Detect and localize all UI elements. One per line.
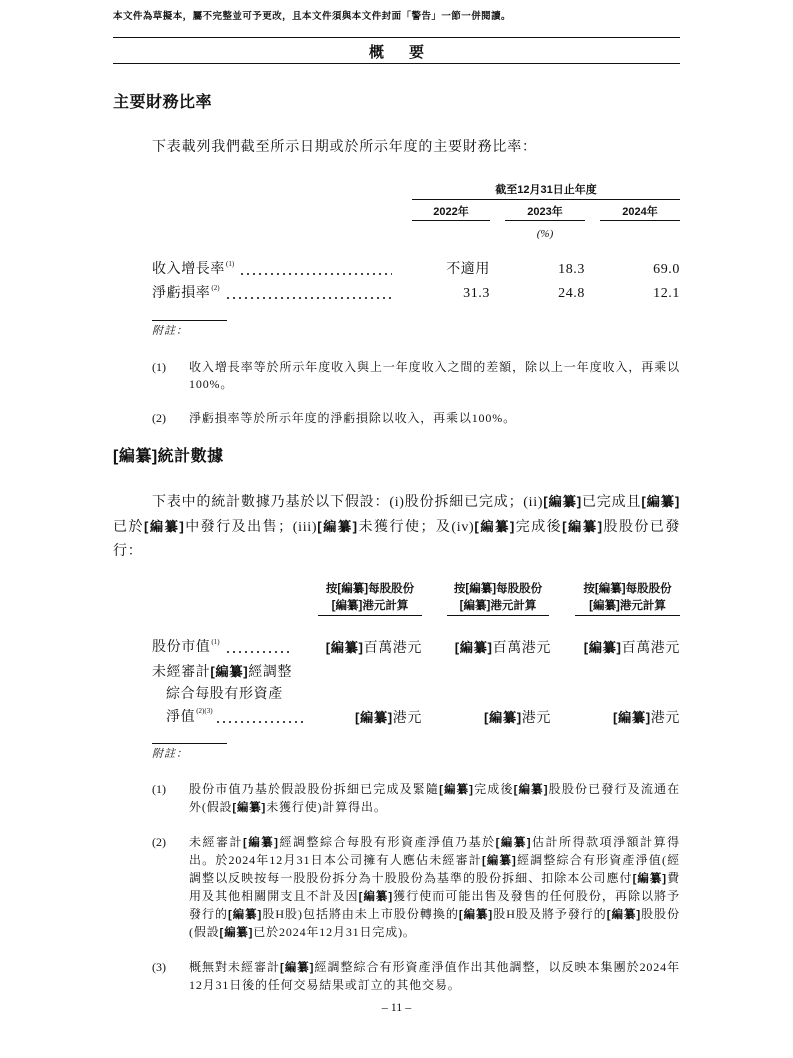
- notes-divider: [152, 743, 227, 744]
- footnote-text: 股份市值乃基於假設股份拆細已完成及緊隨[編纂]完成後[編纂]股股份已發行及流通在外(假設[編纂]未獲行使)計算得出。: [189, 781, 680, 814]
- redaction-marker: [編纂]: [243, 836, 279, 849]
- table-row-market-cap: [152, 638, 680, 658]
- footnote-text: 收入增長率等於所示年度收入與上一年度收入之間的差額，除以上一年度收入，再乘以100%。: [189, 359, 680, 391]
- table-cell: [編纂]百萬港元: [454, 640, 551, 656]
- redaction-marker: [編纂]: [583, 640, 622, 655]
- offering-statistics-intro: 下表中的統計數據乃基於以下假設：(i)股份拆細已完成；(ii)[編纂]已完成且[編纂]已於[編纂]中發行及出售；(iii)[編纂]未獲行使；及(iv)[編纂]完成後[編纂]股股份已發行：: [113, 494, 681, 559]
- redaction-marker: [編纂]: [641, 494, 680, 509]
- redaction-marker: [編纂]: [439, 783, 474, 796]
- note-reference: (1): [226, 260, 235, 268]
- note-reference: (2): [211, 284, 220, 292]
- row-label-text: 收入增長率: [152, 262, 225, 277]
- redaction-marker: [編纂]: [454, 640, 493, 655]
- section-heading-financial-ratios: 主要財務比率: [113, 94, 213, 111]
- row-label-line: 未經審計[編纂]經調整: [152, 663, 293, 680]
- redaction-marker: [編纂]: [513, 783, 549, 796]
- table-cell: 18.3: [558, 262, 585, 277]
- redaction-marker: [編纂]: [317, 519, 358, 534]
- column-header-line: 按[編纂]每股股份: [325, 583, 415, 595]
- redaction-marker: [編纂]: [143, 519, 185, 534]
- title-rule: [113, 63, 680, 64]
- footnote-text: 淨虧損率等於所示年度的淨虧損除以收入，再乘以100%。: [189, 410, 516, 425]
- redaction-marker: [編纂]: [481, 854, 517, 867]
- footnote-number: (2): [152, 410, 166, 425]
- table-cell: [編纂]百萬港元: [325, 640, 422, 656]
- redaction-marker: [編纂]: [606, 908, 641, 921]
- table-cell: [編纂]港元: [612, 709, 680, 726]
- table-cell: 31.3: [463, 286, 490, 301]
- redaction-marker: [編纂]: [632, 872, 667, 885]
- redaction-marker: [編纂]: [495, 836, 532, 849]
- draft-notice: 本文件為草擬本，屬不完整並可予更改，且本文件須與本文件封面「警告」一節一併閱讀。: [113, 11, 512, 22]
- redaction-marker: [編纂]: [358, 890, 393, 903]
- column-header-line: 按[編纂]每股股份: [453, 583, 543, 595]
- footnote-number: (3): [152, 959, 166, 974]
- notes-label: 附註：: [152, 325, 188, 337]
- redaction-marker: [編纂]: [354, 709, 393, 725]
- redaction-marker: [編纂]: [210, 663, 249, 679]
- redaction-marker: [編纂]: [232, 801, 267, 814]
- redaction-marker: [編纂]: [280, 961, 315, 974]
- notes-divider: [152, 320, 227, 321]
- table-row-net-loss-rate: [152, 284, 680, 304]
- redaction-marker: [編纂]: [474, 519, 515, 534]
- row-label-text: 淨虧損率: [152, 286, 211, 301]
- price-column-header: [447, 581, 549, 616]
- table-row-revenue-growth: [152, 260, 680, 280]
- table-cell: [編纂]港元: [354, 709, 422, 726]
- price-column-header: [318, 581, 422, 616]
- year-column-header: 2022年: [412, 205, 490, 221]
- page-number: – 11 –: [381, 1000, 412, 1014]
- row-label: [152, 260, 392, 280]
- dot-leader: [225, 638, 290, 658]
- redaction-marker: [編纂]: [612, 709, 651, 725]
- footnote: [152, 359, 680, 393]
- column-header-line: 按[編纂]每股股份: [583, 583, 672, 595]
- offering-statistics-notes: [152, 781, 680, 1011]
- financial-ratios-notes: [152, 359, 680, 444]
- column-header-line: [編纂]港元計算: [459, 600, 537, 612]
- table-cell: [編纂]百萬港元: [583, 640, 680, 656]
- footnote: [152, 410, 680, 427]
- redaction-marker: [編纂]: [458, 908, 494, 921]
- year-column-header: 2024年: [600, 205, 680, 221]
- table-row-nta-per-share: [152, 660, 680, 729]
- footnote: [152, 834, 680, 942]
- footnote: [152, 959, 680, 994]
- row-label: [152, 284, 392, 304]
- row-label: [152, 638, 290, 658]
- note-reference: (2)(3): [196, 706, 213, 715]
- row-label-line: 綜合每股有形資產: [166, 686, 283, 702]
- period-header: 截至12月31日止年度: [412, 181, 680, 200]
- section-heading-offering-statistics: [編纂]統計數據: [113, 448, 224, 465]
- redaction-marker: [編纂]: [543, 494, 582, 509]
- redaction-marker: [編纂]: [562, 519, 603, 534]
- footnote-text: 概無對未經審計[編纂]經調整綜合有形資產淨值作出其他調整，以反映本集團於2024年12月31日後的任何交易結果或訂立的其他交易。: [189, 959, 680, 992]
- footnote-number: (1): [152, 359, 166, 374]
- footnote-text: 未經審計[編纂]經調整綜合每股有形資產淨值乃基於[編纂]估計所得款項淨額計算得出。於2024年12月31日本公司擁有人應佔未經審計[編纂]經調整綜合有形資產淨值(經調整以反映按每一股股份拆分為十股股份為基準的股份拆細、扣除本公司應付[編纂]費用及其他相關開支且不計及因[編纂]獲行使而可能出售及發售的任何股份，再除以將予發行的[編纂]股H股)包括將由未上市股份轉換的[編纂]股H股及將予發行的[編纂]股股份(假設[編纂]已於2024年12月31日完成)。: [189, 834, 680, 939]
- table-cell: [編纂]港元: [483, 709, 551, 726]
- dot-leader: [239, 260, 392, 280]
- table-cell: 不適用: [446, 262, 490, 277]
- dot-leader: [215, 706, 304, 729]
- column-header-line: [編纂]港元計算: [331, 600, 409, 612]
- row-label-text: 淨值: [166, 709, 196, 725]
- redaction-marker: [編纂]: [325, 640, 364, 655]
- header-rule: [113, 37, 680, 38]
- footnote-number: (1): [152, 781, 166, 796]
- row-label-text: 股份市值: [152, 640, 211, 655]
- table-cell: 24.8: [558, 286, 585, 301]
- footnote-number: (2): [152, 834, 166, 849]
- dot-leader: [225, 284, 392, 304]
- financial-ratios-intro: 下表載列我們截至所示日期或於所示年度的主要財務比率：: [152, 140, 537, 155]
- notes-label: 附註：: [152, 748, 188, 760]
- price-column-header: [575, 581, 680, 616]
- table-cell: 69.0: [653, 262, 680, 277]
- row-label-line: [152, 706, 304, 729]
- note-reference: (1): [211, 638, 220, 646]
- year-column-header: 2023年: [505, 205, 585, 221]
- page-title: 概 要: [368, 44, 429, 61]
- column-header-line: [編纂]港元計算: [589, 600, 666, 612]
- redaction-marker: [編纂]: [219, 926, 254, 939]
- footnote: [152, 781, 680, 817]
- percent-unit-label: (%): [536, 228, 554, 240]
- redaction-marker: [編纂]: [227, 908, 263, 921]
- table-cell: 12.1: [653, 286, 680, 301]
- redaction-marker: [編纂]: [483, 709, 522, 725]
